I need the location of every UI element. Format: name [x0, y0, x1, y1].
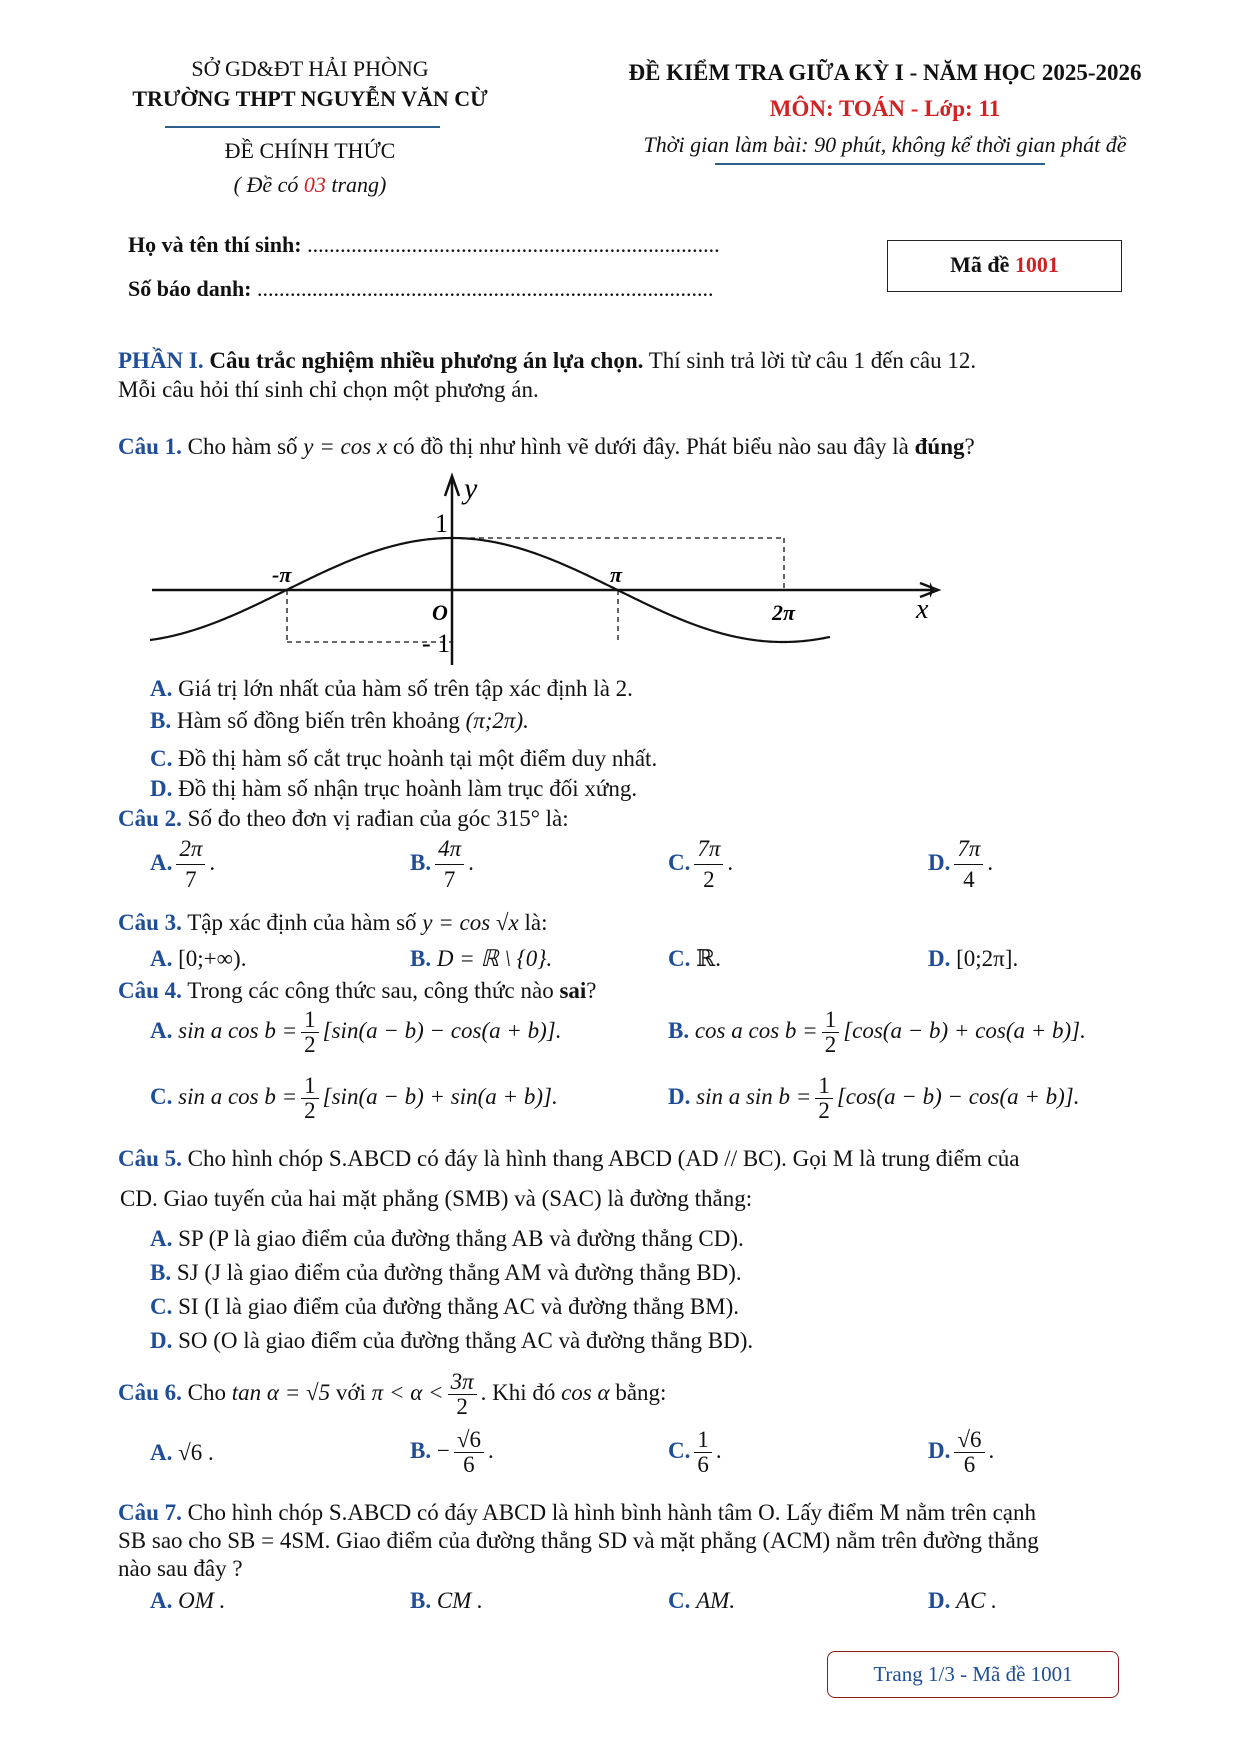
q3-option-a[interactable]: A. [0;+∞).: [150, 946, 247, 971]
q1-option-b[interactable]: B. Hàm số đồng biến trên khoảng (π;2π).: [150, 708, 529, 733]
q3-option-b[interactable]: B. D = ℝ \ {0}.: [410, 946, 553, 971]
cosine-graph: [150, 470, 950, 670]
origin-label: O: [432, 600, 448, 625]
q4-option-d[interactable]: D. sin a sin b = $\frac{1}{2}$ [cos(a − b) − cos(a + b)].: [668, 1073, 1080, 1123]
question-4: Câu 4. Trong các công thức sau, công thức nào sai?: [118, 978, 597, 1003]
q5-option-d[interactable]: D. SO (O là giao điểm của đường thẳng AC và đường thẳng BD).: [150, 1328, 754, 1353]
q6-option-a[interactable]: A. √6 .: [150, 1440, 214, 1465]
exam-code-box: [887, 240, 1122, 292]
q2-option-c[interactable]: C. $\frac{7\pi}{2}$ .: [668, 836, 734, 892]
page-footer-box: [827, 1651, 1119, 1698]
y-tick-minus-one: - 1: [422, 629, 451, 658]
q2-option-d[interactable]: D. $\frac{7\pi}{4}$ .: [928, 836, 994, 892]
q1-option-a[interactable]: A. Giá trị lớn nhất của hàm số trên tập xác định là 2.: [150, 676, 633, 701]
question-6: Câu 6. Cho tan α = √5 với π < α < $\frac{3\pi}{2}$ . Khi đó cos α bằng:: [118, 1369, 667, 1419]
time-limit: Thời gian làm bài: 90 phút, không kể thời gian phát đề: [643, 132, 1127, 157]
question-3: Câu 3. Tập xác định của hàm số y = cos √x là:: [118, 910, 548, 935]
q5-option-b[interactable]: B. SJ (J là giao điểm của đường thẳng AM và đường thẳng BD).: [150, 1260, 742, 1285]
student-id-row: Số báo danh: ...................................................................................: [128, 276, 714, 301]
q7-option-c[interactable]: C. AM.: [668, 1588, 736, 1613]
question-2: Câu 2. Số đo theo đơn vị rađian của góc 315° là:: [118, 806, 569, 831]
x-tick-pi: π: [610, 562, 623, 587]
q6-option-b[interactable]: B. − $\frac{√6}{6}$ .: [410, 1427, 494, 1477]
page-count: ( Đề có 03 trang): [233, 172, 387, 197]
subject-title: MÔN: TOÁN - Lớp: 11: [769, 96, 1001, 121]
question-7-cont-1: SB sao cho SB = 4SM. Giao điểm của đường thẳng SD và mặt phẳng (ACM) nằm trên đường thẳng: [118, 1528, 1039, 1553]
q7-option-b[interactable]: B. CM .: [410, 1588, 483, 1613]
q6-option-c[interactable]: C. $\frac{1}{6}$ .: [668, 1427, 722, 1477]
y-axis-label: y: [464, 472, 478, 505]
q4-option-a[interactable]: A. sin a cos b = $\frac{1}{2}$ [sin(a − b) − cos(a + b)].: [150, 1007, 562, 1057]
official-label: ĐỀ CHÍNH THỨC: [224, 138, 396, 163]
school-name: TRƯỜNG THPT NGUYỄN VĂN CỪ: [132, 86, 488, 111]
q5-option-a[interactable]: A. SP (P là giao điểm của đường thẳng AB và đường thẳng CD).: [150, 1226, 744, 1251]
exam-code: Mã đề 1001: [950, 252, 1059, 277]
department-name: SỞ GD&ĐT HẢI PHÒNG: [191, 56, 429, 81]
q4-option-b[interactable]: B. cos a cos b = $\frac{1}{2}$ [cos(a − b) + cos(a + b)].: [668, 1007, 1086, 1057]
question-7: Câu 7. Cho hình chóp S.ABCD có đáy ABCD là hình bình hành tâm O. Lấy điểm M nằm trên cạnh: [118, 1500, 1036, 1525]
part1-instruction: Mỗi câu hỏi thí sinh chỉ chọn một phương án.: [118, 377, 539, 402]
q7-option-d[interactable]: D. AC .: [928, 1588, 998, 1613]
question-1: Câu 1. Cho hàm số y = cos x có đồ thị như hình vẽ dưới đây. Phát biểu nào sau đây là đúng?: [118, 434, 975, 459]
x-axis-label: x: [916, 594, 929, 625]
q6-option-d[interactable]: D. $\frac{√6}{6}$ .: [928, 1427, 995, 1477]
x-tick-neg-pi: -π: [272, 562, 292, 587]
q5-option-c[interactable]: C. SI (I là giao điểm của đường thẳng AC và đường thẳng BM).: [150, 1294, 740, 1319]
question-7-cont-2: nào sau đây ?: [118, 1556, 243, 1581]
question-5-cont: CD. Giao tuyến của hai mặt phẳng (SMB) và (SAC) là đường thẳng:: [120, 1186, 753, 1211]
exam-title: ĐỀ KIỂM TRA GIỮA KỲ I - NĂM HỌC 2025-2026: [628, 60, 1142, 85]
question-5: Câu 5. Cho hình chóp S.ABCD có đáy là hình thang ABCD (AD // BC). Gọi M là trung điểm của: [118, 1146, 1020, 1171]
q2-option-b[interactable]: B. $\frac{4\pi}{7}$ .: [410, 836, 474, 892]
q3-option-c[interactable]: C. ℝ.: [668, 946, 721, 971]
y-tick-one: 1: [435, 509, 448, 538]
q2-option-a[interactable]: A. $\frac{2\pi}{7}$ .: [150, 836, 216, 892]
part1-heading: PHẦN I. Câu trắc nghiệm nhiều phương án lựa chọn. Thí sinh trả lời từ câu 1 đến câu 12.: [118, 348, 977, 373]
q1-option-d[interactable]: D. Đồ thị hàm số nhận trục hoành làm trục đối xứng.: [150, 776, 638, 801]
student-name-row: Họ và tên thí sinh: ...........................................................................: [128, 232, 720, 257]
q7-option-a[interactable]: A. OM .: [150, 1588, 226, 1613]
q1-option-c[interactable]: C. Đồ thị hàm số cắt trục hoành tại một điểm duy nhất.: [150, 746, 658, 771]
q3-option-d[interactable]: D. [0;2π].: [928, 946, 1019, 971]
school-underline: [165, 126, 440, 128]
page-footer: Trang 1/3 - Mã đề 1001: [873, 1662, 1073, 1686]
q4-option-c[interactable]: C. sin a cos b = $\frac{1}{2}$ [sin(a − b) + sin(a + b)].: [150, 1073, 558, 1123]
x-tick-two-pi: 2π: [772, 600, 796, 625]
time-underline: [715, 163, 1045, 165]
